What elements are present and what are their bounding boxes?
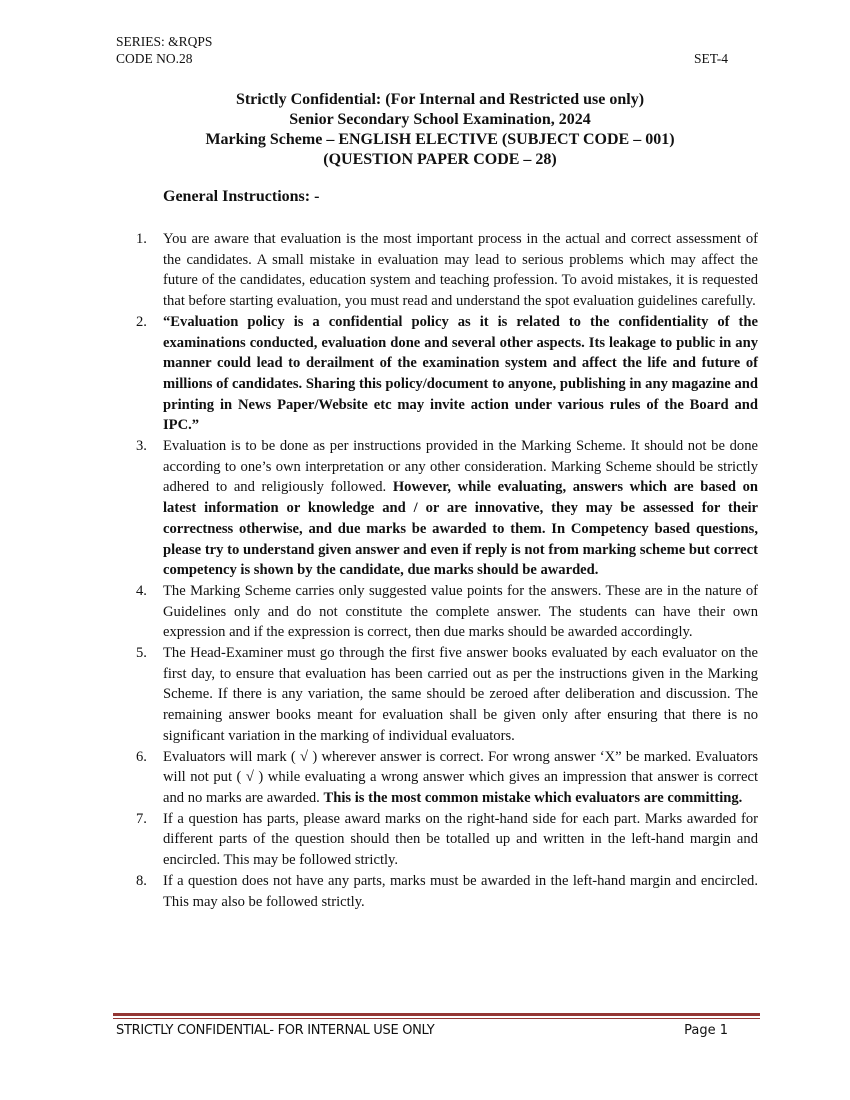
instruction-number: 5.	[136, 645, 147, 662]
footer-confidential-label: STRICTLY CONFIDENTIAL- FOR INTERNAL USE ONLY	[116, 1023, 435, 1038]
instruction-number: 1.	[136, 231, 147, 247]
instruction-text: If a question does not have any parts, marks must be awarded in the left-hand margin and encircled. This may also be followed strictly.	[163, 872, 758, 910]
document-header-left	[116, 33, 212, 67]
footer-rule-thin	[113, 1018, 760, 1019]
instruction-text: The Marking Scheme carries only suggested value points for the answers. These are in the nature of Guidelines only and do not constitute the complete answer. The students can have their own expression and if the expression is correct, then due marks should be awarded accordingly.	[163, 582, 758, 641]
instruction-text: You are aware that evaluation is the most important process in the actual and correct assessment of the candidates. A small mistake in evaluation may lead to serious problems which may affect the future of the candidates, education system and teaching profession. To avoid mistakes, it is requested that before starting evaluation, you must read and understand the spot evaluation guidelines carefully.	[163, 231, 758, 310]
code-number: CODE NO.28	[116, 51, 193, 66]
instruction-text: If a question has parts, please award marks on the right-hand side for each part. Marks awarded for different parts of the question should then be totalled up and written in the left-hand margin and encircled. This may be followed strictly.	[163, 810, 758, 869]
instruction-number: 3.	[136, 438, 147, 455]
instruction-text-bold: “Evaluation policy is a confidential policy as it is related to the confidentiality of the examinations conducted, evaluation done and several other aspects. Its leakage to public in any manner could lead to derailment of the examination system and affect the life and future of millions of candidates. Sharing this policy/document to anyone, publishing in any magazine and printing in News Paper/Website etc may invite action under various rules of the Board and IPC.”	[163, 313, 758, 434]
instruction-number: 4.	[136, 582, 147, 599]
title-line-1: Strictly Confidential: (For Internal and Restricted use only)	[235, 91, 645, 108]
instruction-item	[136, 229, 758, 312]
footer-rule-thick	[113, 1013, 760, 1016]
instruction-text: The Head-Examiner must go through the first five answer books evaluated by each evaluator on the first day, to ensure that evaluation has been carried out as per the instructions given in the Marking Scheme. If there is any variation, the same should be zeroed after deliberation and discussion. The remaining answer books meant for evaluation shall be given only after ensuring that there is no significant variation in the marking of individual evaluators.	[163, 645, 758, 744]
title-line-2: Senior Secondary School Examination, 2024	[289, 111, 591, 128]
instruction-text: Evaluation is to be done as per instructions provided in the Marking Scheme. It should not be done according to one’s own interpretation or any other consideration. Marking Scheme should be strictly adhered to and religiously followed.	[163, 438, 758, 496]
instruction-item	[136, 643, 758, 747]
instruction-item	[136, 747, 758, 809]
instruction-text-bold: This is the most common mistake which evaluators are committing.	[323, 789, 743, 806]
document-title	[0, 90, 850, 170]
set-number: SET-4	[693, 51, 728, 66]
instruction-text-bold: However, while evaluating, answers which are based on latest information or knowledge and / or are innovative, they may be assessed for their correctness otherwise, and due marks be awarded to them. In Competency based questions, please try to understand given answer and even if reply is not from marking scheme but correct competency is shown by the candidate, due marks should be awarded.	[163, 479, 758, 579]
instruction-number: 2.	[136, 313, 147, 330]
series-label: SERIES: &RQPS	[116, 34, 213, 49]
instruction-item	[136, 312, 758, 436]
instruction-item	[136, 809, 758, 871]
instruction-item	[136, 871, 758, 912]
instruction-number: 6.	[136, 748, 147, 765]
instruction-item	[136, 581, 758, 643]
page-number: Page 1	[684, 1023, 728, 1038]
title-line-4: (QUESTION PAPER CODE – 28)	[323, 151, 557, 168]
instructions-list	[136, 229, 758, 912]
instruction-number: 8.	[136, 872, 147, 889]
title-line-3: Marking Scheme – ENGLISH ELECTIVE (SUBJECT CODE – 001)	[205, 131, 675, 148]
general-instructions-heading: General Instructions: -	[163, 188, 320, 205]
instruction-item	[136, 436, 758, 581]
instruction-text: Evaluators will mark ( √ ) wherever answer is correct. For wrong answer ‘X” be marked. Evaluators will not put ( √ ) while evaluating a wrong answer which gives an impression that answer is correct and no marks are awarded.	[163, 748, 758, 806]
instruction-number: 7.	[136, 810, 147, 827]
